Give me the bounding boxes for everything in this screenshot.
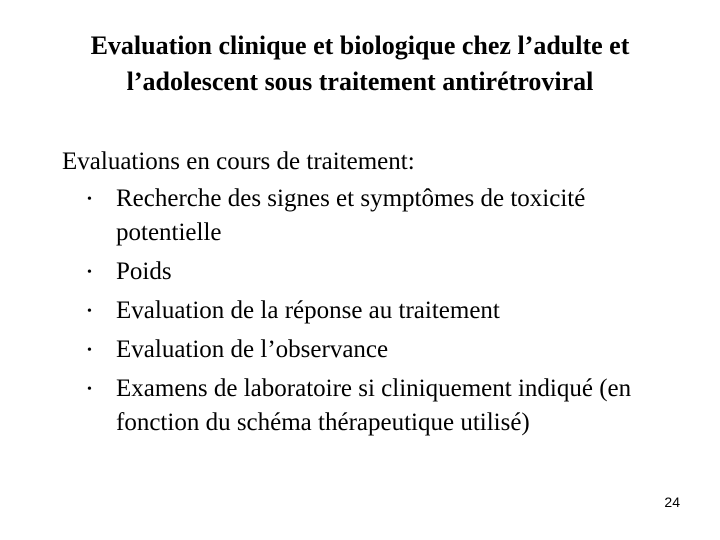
bullet-text: Poids: [116, 258, 172, 285]
bullet-text: Examens de laboratoire si cliniquement indiqué (en fonction du schéma thérapeutique utilisé): [116, 375, 632, 436]
slide-title-line-1: Evaluation clinique et biologique chez l’adulte et: [90, 31, 630, 60]
bullet-text: Evaluation de l’observance: [116, 336, 389, 363]
bullet-item-adherence: [62, 333, 682, 367]
bullet-icon: •: [87, 343, 92, 358]
slide-title: [0, 28, 720, 100]
bullet-text: Recherche des signes et symptômes de toxicité potentielle: [116, 185, 586, 246]
bullet-icon: •: [87, 382, 92, 397]
bullet-item-response: [62, 294, 682, 328]
bullet-icon: •: [87, 265, 92, 280]
bullet-text: Evaluation de la réponse au traitement: [116, 297, 500, 324]
page-number: 24: [664, 494, 680, 510]
bullet-item-laboratory: [62, 372, 682, 440]
section-heading: Evaluations en cours de traitement:: [62, 148, 415, 175]
slide-title-line-2: l’adolescent sous traitement antirétroviral: [126, 67, 594, 96]
bullet-item-weight: [62, 255, 682, 289]
bullet-icon: •: [87, 192, 92, 207]
bullet-icon: •: [87, 304, 92, 319]
bullet-item-toxicity: [62, 182, 682, 250]
bullet-list: [62, 182, 682, 440]
slide-content: [62, 145, 682, 440]
